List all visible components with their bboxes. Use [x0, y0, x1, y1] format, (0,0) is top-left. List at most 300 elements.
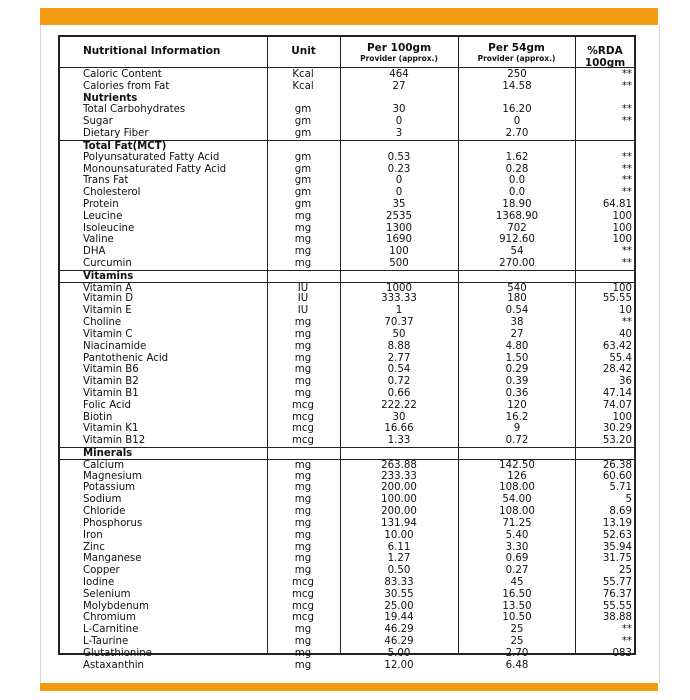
section-label: Minerals — [83, 448, 133, 459]
unit-cell: mcg — [292, 612, 314, 624]
table-row — [60, 506, 634, 518]
unit-cell: gm — [294, 151, 312, 163]
per54-value: 250 — [507, 69, 527, 80]
rda-value: 26.38 — [602, 459, 632, 471]
nutrient-name: Sugar — [83, 116, 113, 128]
rda-value: 64.81 — [602, 198, 632, 210]
table-row — [60, 282, 634, 294]
rda-value: 35.94 — [602, 541, 632, 553]
nutrient-name: Valine — [83, 234, 114, 246]
table-row — [60, 482, 634, 494]
section-header — [60, 447, 634, 459]
per100-value: 70.37 — [384, 317, 414, 329]
per54-value: 4.80 — [505, 340, 529, 352]
unit-cell: mg — [294, 222, 312, 234]
rda-value: ** — [621, 187, 632, 199]
unit-cell: IU — [297, 305, 309, 317]
per100-value: 2.77 — [387, 352, 411, 364]
table-row — [60, 471, 634, 483]
unit-cell: mg — [294, 517, 312, 529]
per54-value: 0 — [513, 116, 521, 128]
nutrition-table — [58, 35, 636, 671]
nutrient-name: Manganese — [83, 553, 142, 565]
unit-cell: gm — [294, 128, 312, 140]
per54-value: 38 — [510, 317, 524, 329]
nutrient-name: Monounsaturated Fatty Acid — [83, 163, 227, 175]
unit-cell: mcg — [292, 399, 314, 411]
per54-value: 540 — [507, 282, 527, 294]
table-row — [60, 400, 634, 412]
per100-value: 233.33 — [381, 470, 417, 482]
table-row — [60, 553, 634, 565]
rda-value: 5 — [625, 494, 632, 506]
unit-cell: mg — [294, 565, 312, 577]
unit-cell: mg — [294, 529, 312, 541]
header-rda — [575, 37, 635, 67]
per100-value: 30 — [392, 411, 406, 423]
table-row — [60, 660, 634, 672]
table-row — [60, 305, 634, 317]
table-row — [60, 412, 634, 424]
table-row — [60, 69, 634, 81]
rda-value: 100 — [612, 234, 632, 246]
per100-value: 1.27 — [387, 553, 411, 565]
unit-cell: mg — [294, 258, 312, 269]
table-row — [60, 104, 634, 116]
per100-value: 333.33 — [381, 293, 417, 305]
per54-value: 16.50 — [502, 588, 532, 600]
per100-value: 100.00 — [381, 494, 417, 506]
per54-value: 6.48 — [505, 659, 529, 671]
per100-value: 0.54 — [387, 364, 411, 376]
table-row — [60, 187, 634, 199]
nutrient-name: Leucine — [83, 210, 123, 222]
table-row — [60, 423, 634, 435]
rda-value: 13.19 — [602, 517, 632, 529]
table-row — [60, 376, 634, 388]
nutrient-name: Trans Fat — [83, 175, 129, 187]
rda-value: ** — [621, 80, 632, 92]
rda-value: 8.69 — [609, 506, 632, 518]
table-row — [60, 459, 634, 471]
per100-value: 8.88 — [387, 340, 411, 352]
nutrient-name: DHA — [83, 246, 106, 258]
per54-value: 0.54 — [505, 305, 529, 317]
per54-value: 18.90 — [502, 198, 532, 210]
per100-value: 5.00 — [387, 647, 411, 659]
unit-cell: gm — [294, 116, 312, 128]
nutrient-name: Vitamin B1 — [83, 387, 139, 399]
header-name-label: Nutritional Information — [83, 45, 221, 57]
per54-value: 25 — [510, 624, 524, 636]
per54-value: 9 — [513, 423, 521, 435]
per100-value: 30 — [392, 104, 406, 116]
section-label: Total Fat(MCT) — [83, 140, 167, 152]
per100-value: 100 — [389, 246, 409, 258]
nutrient-name: Phosphorus — [83, 517, 143, 529]
table-row — [60, 530, 634, 542]
table-row — [60, 234, 634, 246]
header-per100 — [340, 37, 458, 67]
per54-value: 0.27 — [505, 565, 529, 577]
section-header — [60, 270, 634, 282]
per54-value: 45 — [510, 576, 524, 588]
unit-cell: mg — [294, 494, 312, 506]
rda-value: 55.55 — [602, 293, 632, 305]
rda-value: ** — [621, 246, 632, 258]
unit-cell: mg — [294, 364, 312, 376]
table-row — [60, 152, 634, 164]
per54-value: 5.40 — [505, 529, 529, 541]
unit-cell: mg — [294, 482, 312, 494]
unit-cell: mcg — [292, 435, 314, 447]
rda-value: ** — [621, 636, 632, 647]
rda-value: 74.07 — [602, 399, 632, 411]
bottom-accent-bar — [40, 683, 658, 691]
nutrient-name: Choline — [83, 317, 122, 329]
nutrient-name: Magnesium — [83, 470, 142, 482]
per54-value: 0.29 — [505, 364, 529, 376]
per100-value: 27 — [392, 80, 406, 92]
per54-value: 270.00 — [499, 258, 535, 269]
header-per54-sub: Provider (approx.) — [477, 54, 556, 63]
per100-value: 200.00 — [381, 482, 417, 494]
per100-value: 83.33 — [384, 576, 414, 588]
unit-cell: Kcal — [292, 80, 314, 92]
nutrient-name: L-Carnitine — [83, 624, 139, 636]
per54-value: 912.60 — [499, 234, 535, 246]
table-row — [60, 542, 634, 554]
nutrient-name: Iodine — [83, 576, 115, 588]
per100-value: 0.66 — [387, 387, 411, 399]
rda-value: 25 — [619, 565, 632, 577]
rda-value: ** — [621, 104, 632, 116]
table-row — [60, 624, 634, 636]
section-header — [60, 93, 634, 105]
per54-value: 0.28 — [505, 163, 529, 175]
per54-value: 54 — [510, 246, 524, 258]
nutrient-name: Sodium — [83, 494, 122, 506]
per100-value: 222.22 — [381, 399, 417, 411]
unit-cell: mg — [294, 376, 312, 388]
unit-cell: mg — [294, 352, 312, 364]
nutrient-name: Vitamin A — [83, 282, 133, 294]
table-row — [60, 116, 634, 128]
table-header — [60, 37, 634, 68]
rda-value: 30.29 — [602, 423, 632, 435]
rda-value: 52.63 — [602, 529, 632, 541]
table-row — [60, 81, 634, 93]
unit-cell: gm — [294, 198, 312, 210]
per54-value: 120 — [507, 399, 527, 411]
rda-value: 36 — [619, 376, 632, 388]
rda-value: 5.71 — [609, 482, 632, 494]
per100-value: 0 — [395, 116, 403, 128]
rda-value: ** — [621, 116, 632, 128]
per54-value: 2.70 — [505, 647, 529, 659]
rda-value: 55.4 — [609, 352, 632, 364]
table-row — [60, 293, 634, 305]
header-per100-sub: Provider (approx.) — [360, 54, 438, 63]
per100-value: 1690 — [386, 234, 412, 246]
nutrient-name: Chloride — [83, 506, 126, 518]
unit-cell: mcg — [292, 576, 314, 588]
table-row — [60, 164, 634, 176]
per54-value: 54.00 — [502, 494, 532, 506]
rda-value: 28.42 — [602, 364, 632, 376]
unit-cell: mg — [294, 317, 312, 329]
per54-value: 1.62 — [505, 151, 529, 163]
per100-value: 3 — [395, 128, 403, 140]
table-row — [60, 577, 634, 589]
unit-cell: mg — [294, 647, 312, 659]
unit-cell: mcg — [292, 588, 314, 600]
table-row — [60, 128, 634, 140]
per100-value: 0.53 — [387, 151, 411, 163]
per100-value: 0.72 — [387, 376, 411, 388]
nutrient-name: Chromium — [83, 612, 136, 624]
per54-value: 126 — [507, 470, 527, 482]
table-row — [60, 175, 634, 187]
nutrient-name: Protein — [83, 198, 119, 210]
unit-cell: mg — [294, 387, 312, 399]
nutrient-name: Isoleucine — [83, 222, 135, 234]
per54-value: 27 — [510, 328, 524, 340]
table-row — [60, 199, 634, 211]
unit-cell: mg — [294, 340, 312, 352]
per54-value: 0.69 — [505, 553, 529, 565]
nutrient-name: L-Taurine — [83, 636, 129, 647]
per100-value: 16.66 — [384, 423, 414, 435]
nutrient-name: Vitamin B12 — [83, 435, 146, 447]
rda-value: 38.88 — [602, 612, 632, 624]
unit-cell: IU — [297, 293, 309, 305]
rda-value: 31.75 — [602, 553, 632, 565]
nutrient-name: Biotin — [83, 411, 113, 423]
per100-value: 1 — [395, 305, 403, 317]
nutrient-name: Calories from Fat — [83, 80, 170, 92]
unit-cell: mg — [294, 246, 312, 258]
nutrient-name: Selenium — [83, 588, 131, 600]
unit-cell: mg — [294, 328, 312, 340]
header-unit-label: Unit — [291, 45, 316, 57]
table-row — [60, 246, 634, 258]
table-row — [60, 435, 634, 447]
rda-value: 63.42 — [602, 340, 632, 352]
unit-cell: gm — [294, 187, 312, 199]
per54-value: 25 — [510, 636, 524, 647]
unit-cell: mcg — [292, 600, 314, 612]
per100-value: 30.55 — [384, 588, 414, 600]
nutrient-name: Dietary Fiber — [83, 128, 149, 140]
rda-value: ** — [621, 258, 632, 269]
table-row — [60, 565, 634, 577]
nutrient-name: Vitamin D — [83, 293, 134, 305]
per100-value: 46.29 — [384, 624, 414, 636]
rda-value: ** — [621, 69, 632, 80]
table-row — [60, 329, 634, 341]
nutrient-name: Copper — [83, 565, 120, 577]
rda-value: 100 — [612, 411, 632, 423]
per100-value: 131.94 — [381, 517, 417, 529]
nutrient-name: Vitamin K1 — [83, 423, 139, 435]
header-rda-label: %RDA 100gm — [584, 45, 626, 69]
unit-cell: mg — [294, 470, 312, 482]
nutrient-name: Calcium — [83, 459, 124, 471]
unit-cell: mcg — [292, 411, 314, 423]
rda-value: ** — [621, 175, 632, 187]
unit-cell: gm — [294, 175, 312, 187]
rda-value: 100 — [612, 210, 632, 222]
rda-value: 47.14 — [602, 387, 632, 399]
per100-value: 2535 — [386, 210, 412, 222]
per54-value: 1368.90 — [495, 210, 539, 222]
per100-value: 1300 — [386, 222, 412, 234]
per100-value: 0.23 — [387, 163, 411, 175]
header-name — [60, 37, 267, 67]
nutrient-name: Potassium — [83, 482, 136, 494]
nutrient-name: Vitamin B6 — [83, 364, 139, 376]
per54-value: 0.72 — [505, 435, 529, 447]
section-header — [60, 140, 634, 152]
unit-cell: mg — [294, 234, 312, 246]
table-row — [60, 223, 634, 235]
rda-value: 60.60 — [602, 470, 632, 482]
rda-value: 55.77 — [602, 576, 632, 588]
per54-value: 13.50 — [502, 600, 532, 612]
per100-value: 6.11 — [387, 541, 411, 553]
per100-value: 0 — [395, 175, 403, 187]
unit-cell: gm — [294, 163, 312, 175]
section-label: Vitamins — [83, 270, 134, 282]
unit-cell: IU — [297, 282, 309, 294]
nutrient-name: Vitamin E — [83, 305, 132, 317]
top-accent-bar — [40, 8, 658, 25]
table-row — [60, 612, 634, 624]
section-label: Nutrients — [83, 92, 138, 104]
nutrient-name: Pantothenic Acid — [83, 352, 169, 364]
rda-value: 100 — [612, 282, 632, 294]
unit-cell: mg — [294, 506, 312, 518]
per100-value: 25.00 — [384, 600, 414, 612]
table-row — [60, 211, 634, 223]
per54-value: 16.20 — [502, 104, 532, 116]
rda-value: 76.37 — [602, 588, 632, 600]
rda-value: 10 — [619, 305, 632, 317]
nutrient-name: Vitamin B2 — [83, 376, 139, 388]
nutrient-name: Caloric Content — [83, 69, 162, 80]
unit-cell: mg — [294, 210, 312, 222]
nutrient-name: Iron — [83, 529, 103, 541]
per100-value: 50 — [392, 328, 406, 340]
per54-value: 16.2 — [505, 411, 529, 423]
header-per54-label: Per 54gm — [488, 42, 545, 54]
nutrient-name: Curcumin — [83, 258, 132, 269]
unit-cell: mg — [294, 541, 312, 553]
unit-cell: gm — [294, 104, 312, 116]
per54-value: 0.0 — [508, 187, 526, 199]
per54-value: 0.0 — [508, 175, 526, 187]
per54-value: 2.70 — [505, 128, 529, 140]
nutrient-name: Molybdenum — [83, 600, 149, 612]
nutrient-name: Astaxanthin — [83, 659, 144, 671]
per54-value: 0.39 — [505, 376, 529, 388]
unit-cell: Kcal — [292, 69, 314, 80]
header-per54 — [458, 37, 575, 67]
per100-value: 1.33 — [387, 435, 411, 447]
unit-cell: mg — [294, 459, 312, 471]
table-row — [60, 341, 634, 353]
table-row — [60, 636, 634, 648]
per100-value: 0.50 — [387, 565, 411, 577]
nutrient-name: Glutathionine — [83, 647, 152, 659]
rda-value: ** — [621, 317, 632, 329]
per54-value: 108.00 — [499, 506, 535, 518]
rda-value: 55.55 — [602, 600, 632, 612]
per100-value: 10.00 — [384, 529, 414, 541]
nutrient-name: Cholesterol — [83, 187, 141, 199]
table-row — [60, 589, 634, 601]
nutrient-name: Total Carbohydrates — [83, 104, 186, 116]
nutrient-name: Folic Acid — [83, 399, 131, 411]
nutrient-name: Niacinamide — [83, 340, 147, 352]
per100-value: 263.88 — [381, 459, 417, 471]
table-row — [60, 353, 634, 365]
table-row — [60, 648, 634, 660]
per54-value: 702 — [507, 222, 527, 234]
table-row — [60, 601, 634, 613]
table-row — [60, 494, 634, 506]
per100-value: 1000 — [386, 282, 412, 294]
per54-value: 0.36 — [505, 387, 529, 399]
table-row — [60, 518, 634, 530]
per100-value: 12.00 — [384, 659, 414, 671]
rda-value: 53.20 — [602, 435, 632, 447]
rda-value: 083 — [612, 647, 632, 659]
table-row — [60, 317, 634, 329]
nutrient-name: Vitamin C — [83, 328, 133, 340]
per100-value: 200.00 — [381, 506, 417, 518]
per100-value: 464 — [389, 69, 409, 80]
nutrient-name: Zinc — [83, 541, 105, 553]
per54-value: 10.50 — [502, 612, 532, 624]
per54-value: 1.50 — [505, 352, 529, 364]
header-per100-label: Per 100gm — [366, 42, 432, 54]
per100-value: 500 — [389, 258, 409, 269]
per100-value: 0 — [395, 187, 403, 199]
unit-cell: mg — [294, 659, 312, 671]
unit-cell: mcg — [292, 423, 314, 435]
rda-value: ** — [621, 163, 632, 175]
unit-cell: mg — [294, 624, 312, 636]
header-unit — [267, 37, 340, 67]
per54-value: 14.58 — [502, 80, 532, 92]
per100-value: 35 — [392, 198, 406, 210]
unit-cell: mg — [294, 636, 312, 647]
table-body — [60, 69, 634, 671]
rda-value: ** — [621, 151, 632, 163]
rda-value: 100 — [612, 222, 632, 234]
table-row — [60, 258, 634, 270]
per100-value: 46.29 — [384, 636, 414, 647]
per54-value: 142.50 — [499, 459, 535, 471]
per54-value: 3.30 — [505, 541, 529, 553]
per100-value: 19.44 — [384, 612, 414, 624]
per54-value: 71.25 — [502, 517, 532, 529]
per54-value: 108.00 — [499, 482, 535, 494]
table-row — [60, 364, 634, 376]
rda-value: 40 — [619, 328, 632, 340]
